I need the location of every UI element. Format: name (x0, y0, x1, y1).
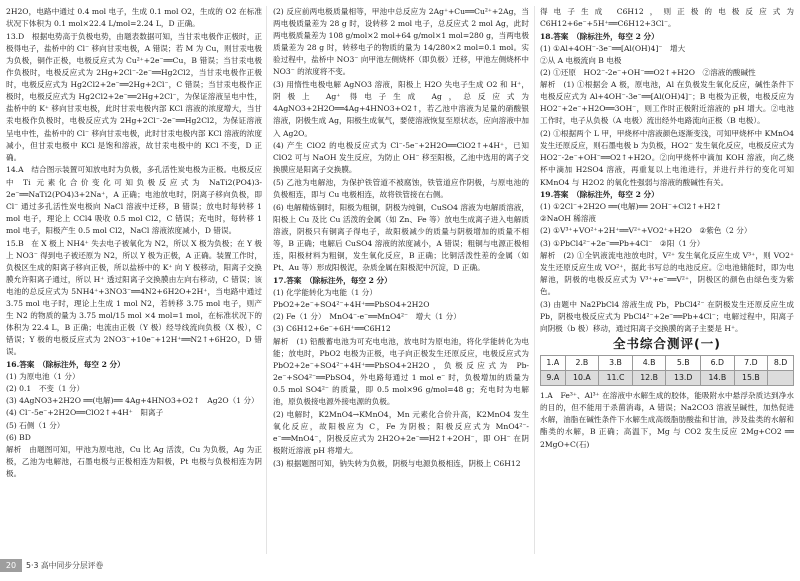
answer-17-explanation-2: (2) 电解时，K2MnO4→KMnO4，Mn 元素化合价升高，K2MnO4 发生氧化反应，故阳极应为 C，Fe 为阴极；阳极反应式为 MnO4²⁻-e⁻══MnO4⁻，阴极反应式为 2H2O+2e⁻══H2↑+2OH⁻，即 OH⁻ 在阴极附近溶液 pH 将增大。 (273, 409, 529, 455)
answer-key-cell: 15.B (734, 371, 768, 386)
answer-17-explanation-3: (3) 根据题图可知，钠失转为负极，阴极与电源负极相连，阴极上 C6H12 (273, 458, 521, 468)
answer-16-explanation-5: (5) 乙池为电解池，为保护铁管道不被腐蚀，铁管道应作阴极，与原电池的负极相连，即与 Cu 电极相连，故将铁管接在右侧。 (273, 178, 529, 200)
answer-16-part-1: (1) 为原电池（1 分） (6, 372, 80, 382)
answer-key-cell: 12.B (632, 371, 666, 386)
section-title: 全书综合测评(一) (613, 335, 721, 351)
answer-17-part-2: (2) Fe（1 分） MnO4⁻-e⁻══MnO4²⁻ 增大（1 分） (273, 312, 461, 322)
answer-16-explanation: 解析 由题图可知，甲池为原电池，Cu 比 Ag 活泼，Cu 为负极，Ag 为正极，乙池为电解池，石墨电极与正极相连为阳极，Pt 电极与负极相连为阴极。 (6, 444, 262, 478)
page-number: 20 (0, 559, 22, 572)
answer-key-cell: 3.B (599, 356, 633, 371)
answer-key-table (540, 355, 794, 386)
answer-key-cell: 9.A (541, 371, 566, 386)
answer-16-explanation-2: (2) 反应前两电极质量相等，甲池中总反应为 2Ag⁺+Cu══Cu²⁺+2Ag，当两电极质量差为 28 g 时，设转移 2 mol 电子，总反应式 2 mol Ag，此时两电极质量差为 108 g/mol×2 mol+64 g/mol×1 mol=280 g，当两电极质量差为 28 g 时，转移电子的物质的量为 14/280×2 mol=0.1 mol。实验过程中，盐桥中 NO3⁻ 向甲池左侧烧杯（即负极）迁移，甲池左侧烧杯中 NO3⁻ 的浓度将不变。 (273, 7, 529, 77)
answer-key-row (541, 356, 794, 371)
answer-18-part-3: (2) ①还原 HO2⁻-2e⁻+OH⁻══O2↑+H2O ②溶液的酸碱性 (540, 68, 756, 78)
answer-18-part-2: ②从 A 电极流向 B 电极 (540, 55, 622, 65)
answer-key-cell: 1.A (541, 356, 566, 371)
answer-14: 14.A 结合图示装置可知放电时为负极，多孔活性炭电极为正极。电极反应中 Ti 元素化合价变化可知负极反应式为 NaTi2(PO4)3-2e⁻══NaTi2(PO4)3+2Na⁺，A 正确；电池放电时，阴离子移向负极，即 Cl⁻ 通过多孔活性炭电极向 NaCl 溶液中迁移，B 错误；放电时每转移 1 mol 电子，理论上 CCl4 吸收 0.5 mol Cl2，C 错误；充电时，每转移 1 mol 电子，阳极产生 0.5 mol Cl2，NaCl 溶液浓度减小，D 错误。 (6, 165, 262, 235)
answer-16-part-4: (4) Cl⁻-5e⁻+2H2O══ClO2↑+4H⁺ 阳离子 (6, 408, 164, 418)
answer-17-part-1: (1) 化学能转化为电能（1 分） PbO2+2e⁻+SO4²⁻+4H⁺══PbSO4+2H2O (273, 288, 430, 310)
answer-key-cell: 6.D (701, 356, 735, 371)
page-footer (0, 558, 800, 581)
answer-18 (540, 31, 794, 79)
answer-17-heading: 17.答案 （除标注外，每空 2 分） (273, 276, 392, 286)
answer-key-cell: 14.B (701, 371, 735, 386)
answer-19-explanation-2: (3) 由题中 Na2PbCl4 溶液生成 Pb，PbCl4²⁻ 在阴极发生还原反应生成 Pb，阴极电极反应式为 PbCl4²⁻+2e⁻══Pb+4Cl⁻；电解过程中，阳离子向阴极（b 极）移动，通过阳离子交换膜的离子主要是 H⁺。 (540, 299, 794, 333)
answer-key-cell: 8.D (768, 356, 794, 371)
answer-17-explanation: 解析 (1) 铅酸蓄电池为可充电电池，放电时为原电池，将化学能转化为电能；放电时，PbO2 电极为正极，电子向正极发生还原反应，电极反应式为 PbO2+2e⁻+SO4²⁻+4H⁺══PbSO4+2H2O，负极反应式为 Pb-2e⁻+SO4²⁻══PbSO4，外电路每通过 1 mol e⁻ 时，负极增加的质量为 0.5 mol SO4²⁻ 的质量，即 0.5 mol×96 g/mol=48 g；充电时为电解池，原负极接电源外接电源的负极。 (273, 336, 529, 406)
answer-key-cell: 13.D (666, 371, 701, 386)
answer-key-cell: 5.B (666, 356, 701, 371)
answer-19-heading: 19.答案 （除标注外，每空 2 分） (540, 190, 659, 200)
answer-key-cell: 10.A (565, 371, 599, 386)
answer-19-part-3: (2) ①V³⁺+VO²⁺+2H⁺══V²⁺+VO2⁺+H2O ②紫色（2 分） (540, 226, 752, 236)
answer-key-cell: 2.B (565, 356, 599, 371)
answer-16-part-6: (6) BD (6, 432, 31, 442)
answer-17-part-3: (3) C6H12+6e⁻+6H⁺══C6H12 (273, 324, 391, 334)
answer-key-cell: 4.B (632, 356, 666, 371)
answer-16-part-5: (5) 石侧（1 分） (6, 420, 65, 430)
answer-19-explanation: 解析 (2) ①全钒液流电池放电时，V²⁺ 发生氧化反应生成 V³⁺，则 VO2⁺ 发生还原反应生成 VO²⁺，据此书写总的电池反应。②电池储能时，即为电解池，阴极的电极反应式为 V³⁺+e⁻══V²⁺，阴极区的颜色由绿色变为紫色。 (540, 250, 794, 296)
answer-19-part-2: ②NaOH 稀溶液 (540, 214, 597, 224)
answer-16-heading: 16.答案 （除标注外，每空 2 分） (6, 360, 125, 370)
column-divider (534, 6, 535, 554)
column-left (6, 6, 262, 554)
answer-12-tail: 2H2O，电路中通过 0.4 mol 电子，生成 0.1 mol O2，生成的 O2 在标准状况下体积为 0.1 mol×22.4 L/mol=2.24 L，D 正确。 (6, 7, 262, 29)
answer-18-heading: 18.答案 （除标注外，每空 2 分） (540, 31, 659, 41)
answer-18-explanation-2: (2) ①根据两个 L 甲，甲烧杯中溶液颜色逐渐变浅，可知甲烧杯中 KMnO4 发生还原反应，则石墨电极 b 为负极，HO2⁻ 发生氧化反应，电极反应式为 HO2⁻-2e⁻+OH⁻══O2↑+H2O。②向甲烧杯中滴加 KOH 溶液，向乙烧杯中滴加 H2SO4 溶液，再重复以上电池进行，并进行并行的变化可知 KMnO4 与 H2O2 的氧化性强弱与溶液的酸碱性有关。 (540, 129, 794, 187)
answer-16-explanation-6: (6) 电解精炼铜时，阳极为粗铜，阴极为纯铜，CuSO4 溶液为电解质溶液，阳极上 Cu 及比 Cu 活泼的金属（如 Zn、Fe 等）放电生成离子进入电解质溶液，阴极只有铜离子得电子，故阳极减少的质量与阴极增加的质量不相等，B 正确；电解后 CuSO4 溶液的浓度减小，A 错误；粗铜与电源正极相连，阳极材料为粗铜，发生氧化反应，B 正确；比铜活泼性差的金属（如 Pt、Au 等）形成阳极泥，杂质金属在阳极泥中沉淀，D 正确。 (273, 202, 529, 273)
answer-17 (273, 275, 529, 335)
exam-answer-1: 1.A Fe³⁺、Al³⁺ 在溶液中水解生成的胶体，能吸附水中悬浮杂质达到净水的目的，但不能用于杀菌消毒，A 错误；Na2CO3 溶液呈碱性，加热促进水解，油脂在碱性条件下水解生成高级脂肪酸盐和甘油，涉及盐类的水解和酯类的水解，B 正确；高温下，Mg 与 CO2 发生反应 2Mg+CO2 ══ 2MgO+C(石) (540, 391, 794, 449)
answer-18-explanation: 解析 (1) ①根据会 A 极，原电池，Al 在负极发生氧化反应，碱性条件下电极反应式为 Al+4OH⁻-3e⁻══[Al(OH)4]⁻；B 电极为正极，电极反应为 HO2⁻+2e⁻+H2O══3OH⁻，则工作时正极附近溶液的 pH 增大。②电池工作时，电子从负极（A 电极）流出经外电路流向正极（B 电极）。 (540, 80, 794, 126)
answer-19-part-1: (1) ①2Cl⁻+2H2O ══(电解)══ 2OH⁻+Cl2↑+H2↑ (540, 202, 722, 212)
answer-16-explanation-4: (4) 产生 ClO2 的电极反应式为 Cl⁻-5e⁻+2H2O══ClO2↑+4H⁺，已知 ClO2 可与 NaOH 发生反应，为防止 OH⁻ 移至阳极，乙池中选用的离子交换膜应是阳离子交换膜。 (273, 141, 529, 175)
answer-16-explanation-3: (3) 用惰性电极电解 AgNO3 溶液，阳极上 H2O 失电子生成 O2 和 H⁺，阴极上 Ag⁺ 得电子生成 Ag，总反应式为 4AgNO3+2H2O══4Ag+4HNO3+O2↑，若乙池中溶液为足量的硝酸银溶液，阴极生成 Ag，阳极生成氧气，要使溶液恢复至原状态，应向溶液中加入 Ag2O。 (273, 80, 529, 138)
column-divider (266, 6, 267, 554)
answer-18-part-1: (1) ①Al+4OH⁻-3e⁻══[Al(OH)4]⁻ 增大 (540, 43, 686, 53)
column-right (540, 6, 794, 554)
answer-16-part-3: (3) 4AgNO3+2H2O ══(电解)══ 4Ag+4HNO3+O2↑ Ag2O（1 分） (6, 396, 259, 406)
answer-16-part-2: (2) 0.1 不变（1 分） (6, 384, 85, 394)
answer-16 (6, 359, 262, 444)
answer-19-part-4: (3) ①PbCl4²⁻+2e⁻══Pb+4Cl⁻ ②阳（1 分） (540, 238, 705, 248)
answer-13: 13.D 根据电势高于负极电势，由题表数据可知，当甘汞电极作正极时，正极得电子，盐桥中的 Cl⁻ 移向甘汞电极，A 错误；若 M 为 Cu，则甘汞电极为负极，铜作正极，电极反应式为 Cu²⁺+2e⁻══Cu，B 错误；当甘汞电极作负极时，电极反应式为 2Hg+2Cl⁻-2e⁻══Hg2Cl2，当甘汞电极作正极时，电极反应式为 Hg2Cl2+2e⁻══2Hg+2Cl⁻，C 错误；当甘汞电极作正极时，电极反应式为 Hg2Cl2+2e⁻══2Hg+2Cl⁻，为保证溶液呈电中性，盐桥中的 K⁺ 移向甘汞电极，此时甘汞电极内部 KCl 溶液的浓度增大，当甘汞电极作负极时，电极反应式为 2Hg+2Cl⁻-2e⁻══Hg2Cl2，为保证溶液呈电中性，盐桥中的 Cl⁻ 移向甘汞电极，此时甘汞电极内部 KCl 溶液的浓度减小，但甘汞电极中 KCl 是饱和溶液，故甘汞电极中的 KCl 不变，D 正确。 (6, 31, 262, 162)
column-middle (273, 6, 529, 554)
answer-key-cell: 11.C (599, 371, 633, 386)
answer-17-explanation-tail: 得电子生成 C6H12，则正极的电极反应式为 C6H12+6e⁻+5H⁺══C6H12+3Cl⁻。 (540, 7, 794, 29)
answer-19 (540, 189, 794, 249)
answer-key-row (541, 371, 794, 386)
answer-15: 15.B 在 X 极上 NH4⁺ 失去电子被氧化为 N2，所以 X 极为负极；在 Y 极上 NO3⁻ 得到电子被还原为 N2，所以 Y 极为正极，A 正确。装置工作时，负极区生成的阳离子移向正极，所以盐桥中的 K⁺ 向 Y 极移动，阳离子交换膜允许阳离子通过，所以 H⁺ 透过阳离子交换膜由左向右移动，C 错误；该电池的总反应式为 5NH4⁺+3NO3⁻══4N2+6H2O+2H⁺，当电路中通过 3.75 mol 电子时，理论上生成 1 mol N2，若转移 3.75 mol 电子，则产生 N2 的物质的量为 3.75 mol/15 mol ×4 mol=1 mol，在标准状况下的体积为 22.4 L，B 正确；电流由正极（Y 极）经导线流向负极（X 极），C 错误；Y 极的电极反应式为 2NO3⁻+10e⁻+12H⁺══N2↑+6H2O，D 错误。 (6, 238, 262, 357)
answer-key-cell: 7.D (734, 356, 768, 371)
answer-key-cell (768, 371, 794, 386)
book-series-label: 5·3 高中同步分层评卷 (26, 561, 104, 570)
